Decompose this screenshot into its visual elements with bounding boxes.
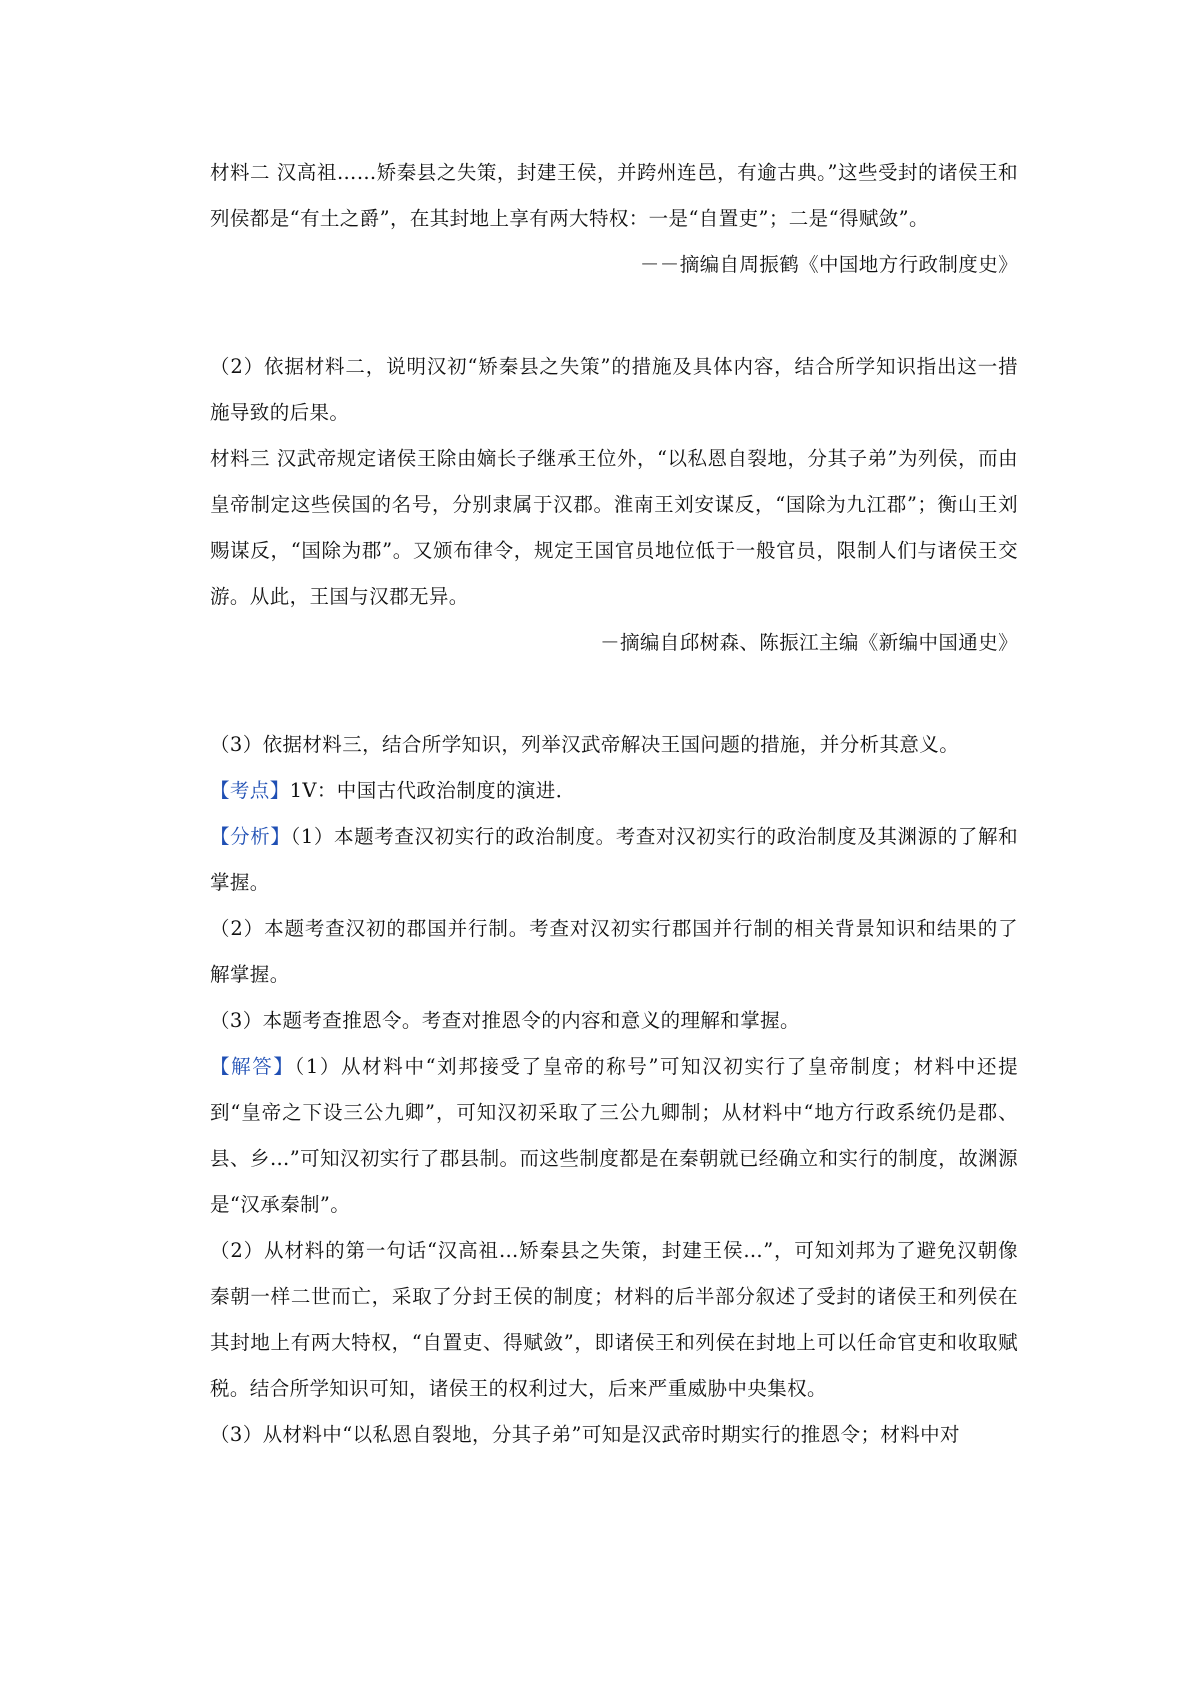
kaodian-text: 1V：中国古代政治制度的演进．: [289, 779, 576, 802]
material-3-source: －摘编自邱树森、陈振江主编《新编中国通史》: [600, 631, 1018, 654]
jieda-p3: （3）从材料中“以私恩自裂地，分其子弟”可知是汉武帝时期实行的推恩令；材料中对: [210, 1423, 960, 1446]
document-content: [210, 150, 1018, 1458]
material-2-text: 材料二 汉高祖……矫秦县之失策，封建王侯，并跨州连邑，有逾古典。”这些受封的诸侯王和列侯都是“有土之爵”，在其封地上享有两大特权：一是“自置吏”；二是“得赋敛”。: [210, 161, 1018, 230]
fenxi-p1: （1）本题考查汉初实行的政治制度。考查对汉初实行的政治制度及其渊源的了解和掌握。: [210, 825, 1018, 894]
kaodian-tag: 【考点】: [210, 779, 290, 802]
question-3: （3）依据材料三，结合所学知识，列举汉武帝解决王国问题的措施，并分析其意义。: [210, 733, 960, 756]
jieda-p2: （2）从材料的第一句话“汉高祖…矫秦县之失策，封建王侯…”，可知刘邦为了避免汉朝像秦朝一样二世而亡，采取了分封王侯的制度；材料的后半部分叙述了受封的诸侯王和列侯在其封地上有两大特权，“自置吏、得赋敛”，即诸侯王和列侯在封地上可以任命官吏和收取赋税。结合所学知识可知，诸侯王的权利过大，后来严重威胁中央集权。: [210, 1239, 1018, 1400]
jieda-section: [210, 1044, 1018, 1228]
fenxi-tag: 【分析】: [210, 825, 291, 848]
question-2: （2）依据材料二，说明汉初“矫秦县之失策”的措施及具体内容，结合所学知识指出这一措施导致的后果。: [210, 355, 1018, 424]
spacer: [210, 288, 1018, 344]
fenxi-p2: （2）本题考查汉初的郡国并行制。考查对汉初实行郡国并行制的相关背景知识和结果的了解掌握。: [210, 917, 1018, 986]
fenxi-p3: （3）本题考查推恩令。考查对推恩令的内容和意义的理解和掌握。: [210, 1009, 800, 1032]
jieda-p1: （1）从材料中“刘邦接受了皇帝的称号”可知汉初实行了皇帝制度；材料中还提到“皇帝之下设三公九卿”，可知汉初采取了三公九卿制；从材料中“地方行政系统仍是郡、县、乡…”可知汉初实行了郡县制。而这些制度都是在秦朝就已经确立和实行的制度，故渊源是“汉承秦制”。: [210, 1055, 1018, 1216]
spacer: [210, 666, 1018, 722]
fenxi-section: [210, 814, 1018, 906]
kaodian-section: [210, 768, 1018, 814]
material-2-source: －－摘编自周振鹤《中国地方行政制度史》: [639, 253, 1018, 276]
material-3-text: 材料三 汉武帝规定诸侯王除由嫡长子继承王位外，“以私恩自裂地，分其子弟”为列侯，而由皇帝制定这些侯国的名号，分别隶属于汉郡。淮南王刘安谋反，“国除为九江郡”；衡山王刘赐谋反，“国除为郡”。又颁布律令，规定王国官员地位低于一般官员，限制人们与诸侯王交游。从此，王国与汉郡无异。: [210, 447, 1018, 608]
jieda-tag: 【解答】: [210, 1055, 295, 1078]
